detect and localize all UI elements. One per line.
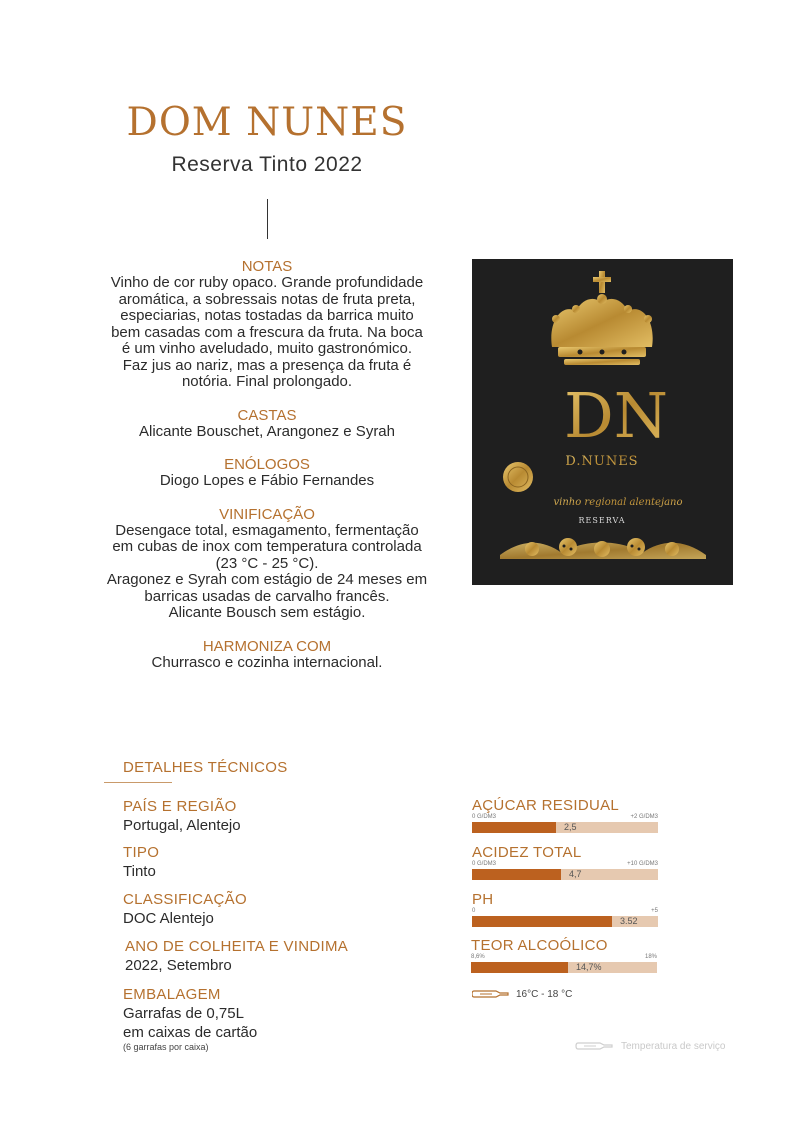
bar-max: +2 G/DM3 bbox=[630, 814, 658, 820]
bar-value: 14,7% bbox=[576, 962, 602, 972]
field-value: Portugal, Alentejo bbox=[123, 817, 241, 834]
field-heading: TIPO bbox=[123, 844, 160, 861]
bar-track bbox=[472, 916, 658, 927]
field-heading: CLASSIFICAÇÃO bbox=[123, 891, 247, 908]
text-line: Alicante Bouschet, Arangonez e Syrah bbox=[139, 422, 395, 440]
field-value: Garrafas de 0,75L bbox=[123, 1005, 244, 1022]
wine-subtitle: Reserva Tinto 2022 bbox=[171, 153, 363, 176]
field-classificacao bbox=[123, 890, 247, 928]
temperature-legend bbox=[575, 1040, 726, 1052]
vinificacao-section bbox=[96, 506, 438, 622]
temperature-value: 16°C - 18 °C bbox=[516, 988, 573, 1000]
bar-heading: AÇÚCAR RESIDUAL bbox=[472, 797, 620, 814]
temperature-legend-text: Temperatura de serviço bbox=[621, 1040, 726, 1052]
serving-temperature bbox=[472, 988, 572, 1000]
text-line: Alicante Bousch sem estágio. bbox=[168, 604, 366, 621]
bar-value: 4,7 bbox=[569, 869, 582, 879]
field-note: (6 garrafas por caixa) bbox=[123, 1042, 209, 1052]
brand-title: DOM NUNES bbox=[126, 100, 408, 145]
text-line: Vinho de cor ruby opaco. Grande profundidade bbox=[110, 274, 424, 291]
castas-section bbox=[96, 407, 438, 441]
bar-value: 3.52 bbox=[620, 916, 638, 926]
bar-heading: TEOR ALCOÓLICO bbox=[471, 937, 608, 954]
text-line: aromática, a sobressais notas de fruta preta, bbox=[118, 290, 416, 308]
bar-fill bbox=[472, 822, 556, 833]
bar-track bbox=[471, 962, 657, 973]
label-region: vinho regional alentejano bbox=[553, 497, 683, 508]
bar-value: 2,5 bbox=[564, 822, 577, 832]
bar-max: +5 bbox=[651, 908, 658, 914]
bar-min: 0 bbox=[472, 908, 476, 914]
bar-fill bbox=[472, 916, 612, 927]
text-line: especiarias, notas tostadas da barrica muito bbox=[120, 307, 414, 324]
wine-label-image bbox=[472, 259, 733, 585]
bottle-icon bbox=[575, 1040, 615, 1052]
section-heading: ENÓLOGOS bbox=[224, 456, 310, 473]
bar-acidez bbox=[472, 844, 658, 880]
field-value-2: em caixas de cartão bbox=[123, 1024, 258, 1041]
notes-section bbox=[96, 258, 438, 391]
text-line: em cubas de inox com temperatura controlada bbox=[112, 538, 422, 555]
field-value: DOC Alentejo bbox=[123, 910, 214, 927]
section-heading: HARMONIZA COM bbox=[202, 637, 332, 655]
field-heading: EMBALAGEM bbox=[123, 986, 221, 1003]
tech-rule bbox=[104, 782, 172, 783]
bar-min: 8,6% bbox=[471, 954, 485, 960]
field-value: 2022, Setembro bbox=[125, 957, 232, 974]
monogram: DN bbox=[564, 379, 668, 452]
label-reserve: RESERVA bbox=[578, 516, 626, 525]
bar-track bbox=[472, 869, 658, 880]
bar-heading: PH bbox=[472, 891, 494, 908]
section-heading: VINIFICAÇÃO bbox=[219, 505, 315, 523]
bar-min: 0 G/DM3 bbox=[472, 814, 497, 820]
field-value: Tinto bbox=[123, 863, 156, 880]
bar-min: 0 G/DM3 bbox=[472, 861, 497, 867]
bar-teor-alcoolico bbox=[471, 937, 657, 973]
text-line: Churrasco e cozinha internacional. bbox=[151, 653, 383, 671]
enologos-section bbox=[96, 456, 438, 490]
bar-fill bbox=[471, 962, 568, 973]
bar-acucar bbox=[472, 797, 658, 833]
divider bbox=[267, 199, 268, 239]
text-line: Diogo Lopes e Fábio Fernandes bbox=[159, 472, 375, 489]
bar-max: +10 G/DM3 bbox=[627, 861, 658, 867]
bottle-icon bbox=[472, 988, 510, 1000]
text-line: bem casadas com a frescura da fruta. Na boca bbox=[111, 323, 423, 341]
text-line: Faz jus ao nariz, mas a presença da fruta é bbox=[122, 356, 412, 374]
tasting-notes bbox=[96, 258, 438, 687]
bar-heading: ACIDEZ TOTAL bbox=[472, 844, 582, 861]
bar-ph bbox=[472, 891, 658, 927]
vine-ornament-icon bbox=[500, 538, 706, 559]
field-tipo bbox=[123, 843, 159, 881]
text-line: Desengace total, esmagamento, fermentação bbox=[115, 521, 419, 539]
wine-label-artwork bbox=[472, 259, 733, 585]
bar-max: 18% bbox=[644, 954, 657, 960]
section-heading: NOTAS bbox=[241, 258, 293, 275]
label-brand: D.NUNES bbox=[565, 454, 639, 469]
bar-track bbox=[472, 822, 658, 833]
harmoniza-section bbox=[96, 638, 438, 672]
text-line: é um vinho aveludado, muito gastronómico. bbox=[121, 340, 413, 357]
tech-details-title: DETALHES TÉCNICOS bbox=[123, 759, 288, 776]
field-embalagem bbox=[123, 985, 257, 1053]
field-heading: PAÍS E REGIÃO bbox=[123, 798, 237, 815]
text-line: (23 °C - 25 °C). bbox=[215, 554, 319, 572]
text-line: Aragonez e Syrah com estágio de 24 meses em bbox=[106, 571, 428, 588]
text-line: barricas usadas de carvalho francês. bbox=[144, 587, 390, 605]
field-heading: ANO DE COLHEITA E VINDIMA bbox=[125, 938, 349, 955]
text-line: notória. Final prolongado. bbox=[181, 373, 353, 390]
field-ano-colheita bbox=[125, 937, 348, 975]
bar-fill bbox=[472, 869, 561, 880]
field-pais-regiao bbox=[123, 797, 241, 835]
section-heading: CASTAS bbox=[237, 406, 297, 424]
